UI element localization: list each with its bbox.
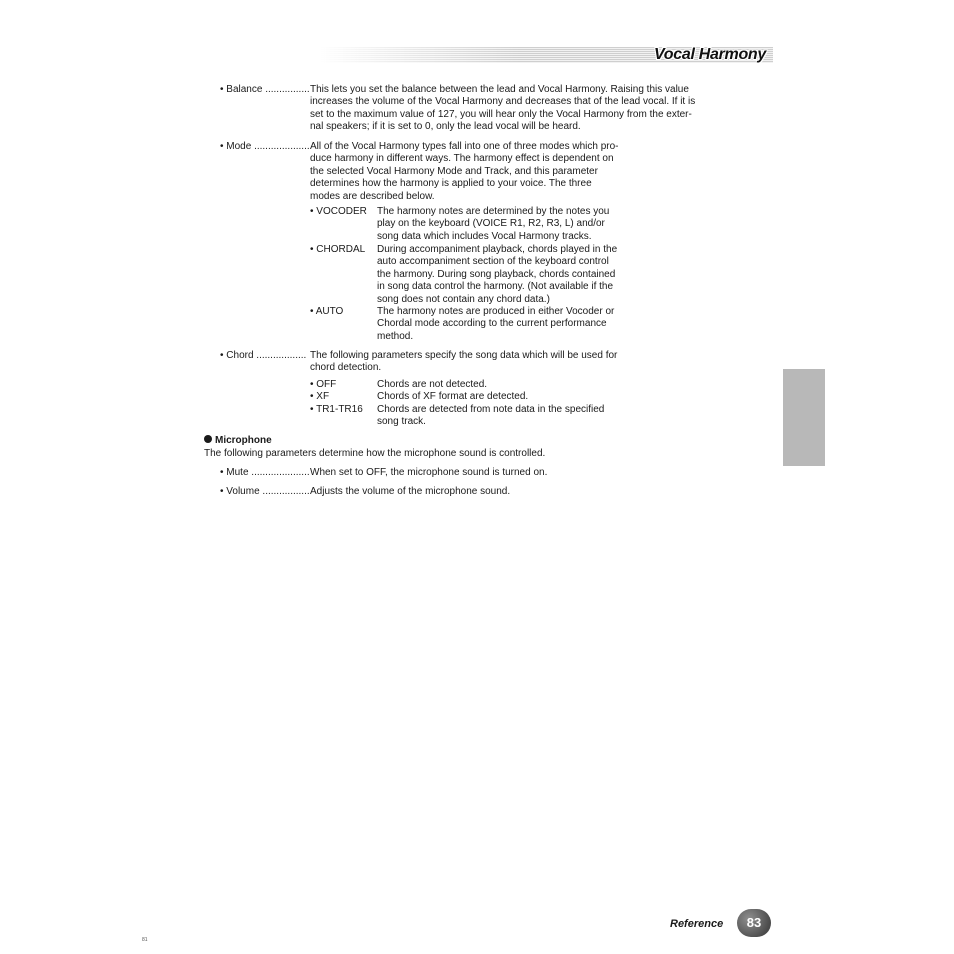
def-line: method. [377, 330, 414, 342]
mode-term-chordal: • CHORDAL [310, 244, 366, 255]
chord-term-off: • OFF [310, 379, 337, 390]
def-line: song data which includes Vocal Harmony tracks. [377, 230, 592, 242]
chord-term-tr1-tr16: • TR1-TR16 [310, 404, 363, 415]
def-line: Chords are not detected. [377, 379, 488, 390]
def-line: The harmony notes are produced in either Vocoder or [377, 306, 615, 317]
def-line: Chords are detected from note data in the specified [377, 404, 605, 415]
section-title: Vocal Harmony [654, 46, 766, 63]
desc-line: modes are described below. [310, 190, 435, 202]
desc-line: determines how the harmony is applied to your voice. The three [310, 178, 592, 190]
def-line: song track. [377, 416, 426, 428]
desc-line: This lets you set the balance between the lead and Vocal Harmony. Raising this value [310, 84, 689, 95]
mode-def-auto [377, 306, 614, 343]
def-line: play on the keyboard (VOICE R1, R2, R3, L) and/or [377, 218, 605, 230]
def-line: in song data control the harmony. (Not available if the [377, 281, 614, 293]
desc-line: chord detection. [310, 362, 382, 374]
def-line: Chords of XF format are detected. [377, 391, 529, 402]
param-label-chord: • Chord .................. [220, 350, 307, 361]
desc-line: set to the maximum value of 127, you will hear only the Vocal Harmony from the exter- [310, 108, 692, 120]
def-line: song does not contain any chord data.) [377, 293, 550, 305]
footer-section-label: Reference [670, 918, 724, 930]
chord-def-xf [377, 391, 528, 403]
microphone-intro: The following parameters determine how the microphone sound is controlled. [204, 448, 546, 459]
chord-term-xf: • XF [310, 391, 330, 402]
def-line: The harmony notes are determined by the notes you [377, 206, 610, 217]
bullet-dot-icon [204, 435, 212, 443]
print-mark: 81 [142, 937, 148, 943]
param-label-volume: • Volume ................. [220, 486, 310, 497]
def-line: During accompaniment playback, chords played in the [377, 244, 618, 255]
chord-def-off [377, 379, 487, 391]
param-desc-mute: When set to OFF, the microphone sound is turned on. [310, 467, 548, 478]
chapter-side-tab [783, 369, 825, 466]
mode-def-chordal [377, 244, 617, 306]
desc-line: nal speakers; if it is set to 0, only the lead vocal will be heard. [310, 121, 581, 133]
desc-line: duce harmony in different ways. The harmony effect is dependent on [310, 153, 614, 165]
def-line: the harmony. During song playback, chords contained [377, 268, 616, 280]
desc-line: increases the volume of the Vocal Harmony and decreases that of the lead vocal. If it is [310, 96, 696, 108]
param-desc-mode [310, 141, 619, 203]
desc-line: the selected Vocal Harmony Mode and Track, and this parameter [310, 165, 598, 177]
def-line: auto accompaniment section of the keyboard control [377, 256, 609, 268]
mode-term-auto: • AUTO [310, 306, 344, 317]
mode-def-vocoder [377, 206, 609, 243]
desc-line: The following parameters specify the song data which will be used for [310, 350, 618, 361]
chord-def-tr1-tr16 [377, 404, 604, 429]
desc-line: All of the Vocal Harmony types fall into one of three modes which pro- [310, 141, 619, 152]
param-label-mode: • Mode .................... [220, 141, 310, 152]
microphone-heading-text: Microphone [215, 435, 272, 446]
page-number-badge: 83 [737, 909, 771, 937]
param-desc-balance [310, 84, 695, 134]
mode-term-vocoder: • VOCODER [310, 206, 367, 217]
def-line: Chordal mode according to the current performance [377, 318, 607, 330]
microphone-heading [204, 435, 272, 447]
param-label-mute: • Mute ..................... [220, 467, 310, 478]
param-desc-volume: Adjusts the volume of the microphone sound. [310, 486, 511, 497]
param-label-balance: • Balance ................ [220, 84, 310, 95]
param-desc-chord [310, 350, 617, 375]
